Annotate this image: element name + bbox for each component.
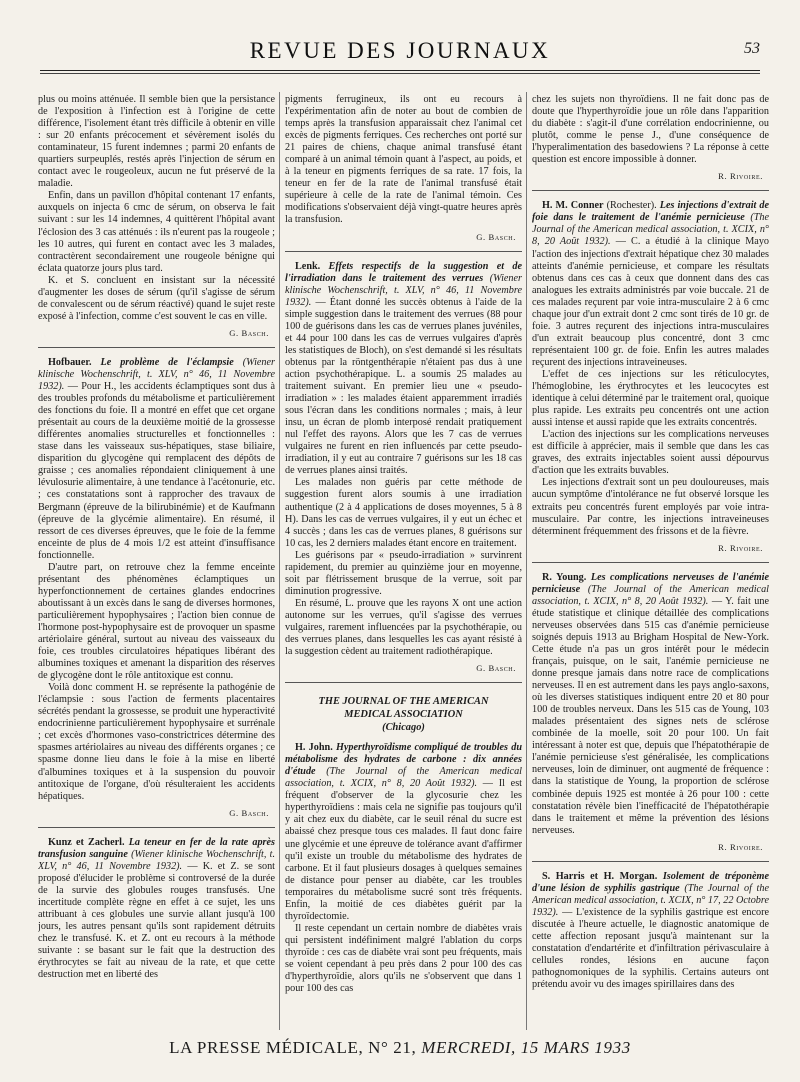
article-separator bbox=[285, 682, 522, 683]
paragraph: plus ou moins atténuée. Il semble bien que la persistance de l'exposition à l'infection est à l'origine de cette différence, l'isolement étant très difficile à obtenir en ville : sur 20 enfants précocement et sévèrement isolés du contaminateur, 15 furent indemnes ; parmi 20 enfants de quartiers surpeuplés, restés après l'injection de sérum en contact avec le rougeoleux, aucun ne fut préservé de la maladie. bbox=[38, 94, 275, 190]
footer-journal: LA PRESSE MÉDICALE, N° 21, bbox=[169, 1038, 417, 1057]
article-reference: (Wiener klinische Wochenschrift, t. XLV, n° 46, 11 Novembre 1932). bbox=[38, 356, 275, 393]
column-divider bbox=[526, 92, 527, 1030]
article-title: Les complications nerveuses de l'anémie pernicieuse bbox=[532, 571, 769, 595]
article-reference: (Wiener klinische Wochenschrift, t. XLV, n° 46, 11 Novembre 1932). bbox=[38, 848, 275, 872]
article-reference: (The Journal of the American medical association, t. XCIX, n° 8, 20 Août 1932). bbox=[532, 212, 769, 248]
paragraph: chez les sujets non thyroïdiens. Il ne fait donc pas de doute que l'hyperthyroïdie joue un rôle dans l'apparition du diabète : s'agit-il d'une corrélation endocrinienne, ou plutôt, comme le pense J., d'une conséquence de l'hyperalimentation des basedowiens ? La réponse à cette question est encore impossible à donner. bbox=[532, 94, 769, 166]
signature: R. Rivoire. bbox=[718, 542, 763, 553]
column-divider bbox=[279, 92, 280, 1030]
article-author: R. Young. bbox=[542, 571, 587, 583]
article-body: — K. et Z. se sont proposé d'élucider le problème si controversé de la durée de la survie des globules rouges transfusés. Une incertitude complète règne en effet à ce sujet, les uns attribuant à ces globules une survie allant jusqu'à 100 jours, les autres pensant qu'ils sont rapidement détruits chez le transfusé. K. et Z. ont eu recours à la méthode suivante : se basant sur le fait que la destruction des érythrocytes se fait au niveau de la rate, et que cette destruction met en liberté des bbox=[38, 860, 275, 981]
column-3 bbox=[532, 94, 769, 1029]
article-separator bbox=[285, 251, 522, 252]
article-abstract bbox=[285, 261, 522, 478]
journal-heading bbox=[285, 695, 522, 734]
article-author: S. Harris et H. Morgan. bbox=[542, 870, 658, 882]
signature: G. Basch. bbox=[476, 231, 516, 242]
article-reference: (The Journal of the American medical association, t. XCIX, n° 17, 22 Octobre 1932). bbox=[532, 882, 769, 918]
article-title: Isolement de tréponème d'une lésion de syphilis gastrique bbox=[532, 870, 769, 894]
article-author-place: (Rochester). bbox=[606, 200, 657, 212]
article-abstract bbox=[38, 357, 275, 562]
article-separator bbox=[38, 827, 275, 828]
header-rule-thin bbox=[40, 73, 760, 74]
article-author: Hofbauer. bbox=[48, 356, 92, 368]
article-author: Lenk. bbox=[295, 260, 321, 272]
paragraph: En résumé, L. prouve que les rayons X ont une action autonome sur les verrues, qu'il s'agisse des verrues vulgaires, rarement influencées par la psychothérapie, ou des verrues planes, dans lesquelles les cas ayant résisté à la suggestion cèdent au traitement radiothérapique. bbox=[285, 597, 522, 658]
article-abstract bbox=[285, 742, 522, 923]
article-separator bbox=[532, 190, 769, 191]
paragraph: D'autre part, on retrouve chez la femme enceinte présentant des phénomènes éclamptiques un hyperfonctionnement de certaines glandes endocrines aboutissant à un excès dans le sang de diverses hormones, particulièrement hypophysaires ; l'action bien connue de l'hormone post-hypophysaire est de provoquer un spasme artériolaire général, surtout au niveau des vaisseaux du foie, ces troubles circulatoires hépatiques libérant des albumines toxiques et amenant la disparition des réserves de glycogène dont le rôle antitoxique est connu. bbox=[38, 561, 275, 682]
paragraph: pigments ferrugineux, ils ont eu recours à l'expérimentation afin de noter au bout de combien de temps après la transfusion apparaissait chez l'animal cet excès de pigments ferriques. Ces recherches ont porté sur 21 paires de chiens, chaque animal transfusé étant comparé à un animal témoin quant à l'aspect, au poids, et à la teneur en pigments ferriques de sa rate. 17 fois, la teneur en fer de la rate de l'animal transfusé était supérieure à celle de la rate de l'animal témoin. Ces modifications s'observaient déjà vingt-quatre heures après la transfusion. bbox=[285, 94, 522, 226]
article-body: — Étant donné les succès obtenus à l'aide de la simple suggestion dans le traitement des verrues (88 pour 100 de guérisons dans les cas de verrues planes juvéniles, et 44 pour 100 dans les cas de verrues vulgaires d'après les statistiques de Bloch), on s'est demandé si les résultats obtenus par la röntgenthérapie n'étaient pas dus à une action psychothérapique. L. a soumis 25 malades au traitement suivant. En premier lieu une « pseudo-irradiation » : les malades étaient apparemment irradiés sous l'écran dans les conditions normales ; mais, à leur insu, un écran de plomb interposé rendait pratiquement nul l'effet des rayons. Alors que les 7 cas de verrues vulgaires ne furent en rien influencés par cette pseudo-irradiation, il y eut au contraire 7 guérisons sur les 18 cas de verrues planes ainsi traités. bbox=[285, 296, 522, 477]
paragraph: K. et S. concluent en insistant sur la nécessité d'augmenter les doses de sérum (qu'il s'agisse de sérum de convalescent ou de sérum réactivé) quand le sujet reste exposé à l'infection, comme c'est souvent le cas en ville. bbox=[38, 274, 275, 322]
paragraph: Voilà donc comment H. se représente la pathogénie de l'éclampsie : sous l'action de ferments placentaires sécrétés pendant la grossesse, se produit une hyperactivité endocrinienne particulièrement hypophysaire et surrénale ; cet excès d'hormones vaso-constrictrices détermine des spasmes artériolaires au niveau des différents organes ; ce spasme donne lieu dans le foie à la mise en liberté d'albumines toxiques et à la suspension du pouvoir antitoxique de l'organe, d'où résulteraient les accidents hépatiques. bbox=[38, 682, 275, 802]
signature: G. Basch. bbox=[476, 663, 516, 674]
running-head: REVUE DES JOURNAUX bbox=[249, 38, 551, 63]
article-title: Le problème de l'éclampsie bbox=[100, 356, 234, 368]
page-number: 53 bbox=[744, 40, 760, 57]
article-body: — Y. fait une étude statistique et clinique détaillée des complications nerveuses observées dans 515 cas d'anémie pernicieuse soignés depuis 1913 au Brigham Hospital de New-York. Cette étude n'a pas un gros intérêt pour le médecin français, puisque, on le sait, l'anémie pernicieuse ne donne presque jamais dans notre race de complications nerveuses. Il en est autrement dans les pays anglo-saxons, où les diverses statistiques indiquent entre 20 et 80 pour 100 de troubles nerveux. Dans les 515 cas de Young, 103 malades présentaient des signes nets de sclérose combinée de la moelle, soit 20 pour 100. Un fait intéressant à noter est que, depuis que l'hépatothérapie de l'anémie pernicieuse s'est généralisée, les complications nerveuses, loin de diminuer, ont augmenté de fréquence : dans la statistique de Young, la proportion de sclérose combinée depuis 1925 est montée à 26 pour 100 : cette constatation révèle bien l'inefficacité de l'hépatothérapie dans le traitement et même la prévention des lésions nerveuses. bbox=[532, 595, 769, 836]
column-1 bbox=[38, 94, 275, 1029]
paragraph: Les injections d'extrait sont un peu douloureuses, mais aucun symptôme d'intolérance ne fut observé lorsque les extraits peu concentrés furent employés par voie intra-musculaire. Par contre, les injections intraveineuses déterminent fréquemment des frissons et de la fièvre. bbox=[532, 477, 769, 537]
article-author: H. John. bbox=[295, 742, 333, 754]
journal-name-line: MEDICAL ASSOCIATION bbox=[344, 709, 463, 721]
article-body: — C. a étudié à la clinique Mayo l'action des injections d'extrait hépatique chez 30 malades atteints d'anémie pernicieuse, et compare les résultats obtenus dans ces cas à ceux que donnent dans des cas analogues les extraits administrés par voie buccale. 21 de ces malades reçurent par voie intra-musculaire 2 à 6 cmc chaque jour d'un extrait dont 2 cmc sont tirés de 10 gr. de foie. 3 autres reçurent des injections intra-musculaires d'un extrait beaucoup plus concentré, dont 3 cmc représentaient 100 gr. de foie. Enfin les autres malades reçurent des injections intraveineuses. bbox=[532, 236, 769, 368]
article-title: Effets respectifs de la suggestion et de l'irradiation dans le traitement des verrues bbox=[285, 260, 522, 284]
article-separator bbox=[38, 347, 275, 348]
paragraph: Les malades non guéris par cette méthode de suggestion furent alors soumis à une irradiation authentique (2 à 4 applications de doses moyennes, 5 à 8 H). Dans les cas de verrues vulgaires, il y eut un échec et 4 succès ; dans les cas de verrues planes, 8 guérisons sur 10 cas, les 2 derniers malades étant encore en traitement. bbox=[285, 477, 522, 549]
article-title: Les injections d'extrait de foie dans le traitement de l'anémie pernicieuse bbox=[532, 200, 769, 224]
signature: G. Basch. bbox=[229, 807, 269, 818]
article-author: H. M. Conner bbox=[542, 200, 604, 212]
journal-name-line: THE JOURNAL OF THE AMERICAN bbox=[318, 696, 489, 708]
paragraph: L'effet de ces injections sur les réticulocytes, l'hémoglobine, les érythrocytes et les leucocytes est identique à celui déterminé par le traitement oral, quoique plus rapide. Les extraits peu concentrés ont une action aussi intense et aussi rapide que les extraits concentrés. bbox=[532, 368, 769, 429]
paragraph: Les guérisons par « pseudo-irradiation » survinrent rapidement, du premier au quinzième jour en moyenne, soit par flétrissement brusque de la verrue, soit par diminution progressive. bbox=[285, 549, 522, 597]
article-abstract bbox=[532, 572, 769, 837]
article-separator bbox=[532, 861, 769, 862]
article-title: La teneur en fer de la rate après transfusion sanguine bbox=[38, 836, 275, 860]
article-separator bbox=[532, 562, 769, 563]
article-reference: (The Journal of the American medical association, t. XCIX, n° 8, 20 Août 1932). bbox=[285, 766, 522, 790]
paragraph: Il reste cependant un certain nombre de diabètes vrais qui persistent indéfiniment malgré l'ablation du corps thyroïde : ces cas de diabète vrai sont peu fréquents, mais se voient cependant à peu près dans 2 pour 100 des cas d'hyperthyroïdie, alors qu'ils ne s'observent que dans 1 pour 100 des cas bbox=[285, 922, 522, 995]
signature: G. Basch. bbox=[229, 327, 269, 338]
article-abstract bbox=[38, 837, 275, 982]
article-abstract bbox=[532, 871, 769, 991]
signature: R. Rivoire. bbox=[718, 171, 763, 182]
article-body: — L'existence de la syphilis gastrique est encore discutée à l'heure actuelle, le diagnostic anatomique de cette affection reposant jusqu'à maintenant sur la constatation d'endartérite et d'infiltration périvasculaire à cellules rondes, lésions en aucune façon pathognomoniques de la syphilis. Certains auteurs ont prétendu avoir vu des images spirillaires dans des bbox=[532, 906, 769, 991]
journal-city: (Chicago) bbox=[382, 722, 425, 734]
paragraph: L'action des injections sur les complications nerveuses est difficile à apprécier, mais il semble que dans les cas graves, des extraits injectables soient aussi dépourvus d'action que les extraits buvables. bbox=[532, 429, 769, 477]
article-title: Hyperthyroïdisme compliqué de troubles du métabolisme des hydrates de carbone : dix années d'étude bbox=[285, 742, 522, 778]
article-body: — Il est fréquent d'observer de la glycosurie chez les hyperthyroïdiens : mais cela ne signifie pas toujours qu'il y ait chez eux du diabète, car le seuil rénal du sucre est abaissé chez presque tous ces malades. Il faut donc faire une glycémie et une épreuve de tolérance avant d'affirmer qu'il existe un trouble du métabolisme des hydrates de carbone. Et il faut plusieurs dosages à quelques semaines de distance pour penser au diabète, car les troubles temporaires du métabolisme sucré sont très fréquents. Enfin, la moitié de ces diabètes guérit par la thyroïdectomie. bbox=[285, 778, 522, 922]
article-abstract bbox=[532, 200, 769, 369]
signature: R. Rivoire. bbox=[718, 841, 763, 852]
article-reference: (The Journal of the American medical association, t. XCIX, n° 8, 20 Août 1932). bbox=[532, 583, 769, 607]
column-2 bbox=[285, 94, 522, 1029]
article-author: Kunz et Zacherl. bbox=[48, 836, 125, 848]
page-footer bbox=[0, 1038, 800, 1058]
footer-date: MERCREDI, 15 MARS 1933 bbox=[421, 1038, 631, 1057]
paragraph: Enfin, dans un pavillon d'hôpital contenant 17 enfants, auxquels on injecta 6 cmc de sérum, on observa le fait suivant : sur les 14 indemnes, 4 quittèrent l'hôpital avant l'éclosion des 3 cas atténués : ils n'eurent pas la rougeole ; les 10 autres, qui furent en contact avec les 3 malades, contractèrent secondairement une rougeole bénigne qui éclata quatorze jours plus tard. bbox=[38, 190, 275, 274]
header-rule bbox=[40, 70, 760, 71]
article-reference: (Wiener klinische Wochenschrift, t. XLV, n° 46, 11 Novembre 1932). bbox=[285, 272, 522, 308]
article-body: — Pour H., les accidents éclamptiques sont dus à des troubles profonds du métabolisme et particulièrement des fonctions du foie. Il a montré en effet que cet organe présentait au cours de la deuxième moitié de la grossesse différentes anomalies structurelles et fonctionnelles : stase dans les vaisseaux sus-hépatiques, stase biliaire, disparition du glycogène qui remplacent des dépôts de graisse ; ces anomalies répondaient cliniquement à une lévulosurie alimentaire, à une tendance à l'acétonurie, etc. ; ces constatations sont à rapprocher des travaux de Bergmann (épreuve de la bilirubinémie) et de Kaufmann (épreuve de la glycémie alimentaire). En résumé, il ressort de ces diverses épreuves, que le foie de la femme enceinte de plus de 4 mois 1/2 est atteint d'insuffisance fonctionnelle. bbox=[38, 381, 275, 561]
